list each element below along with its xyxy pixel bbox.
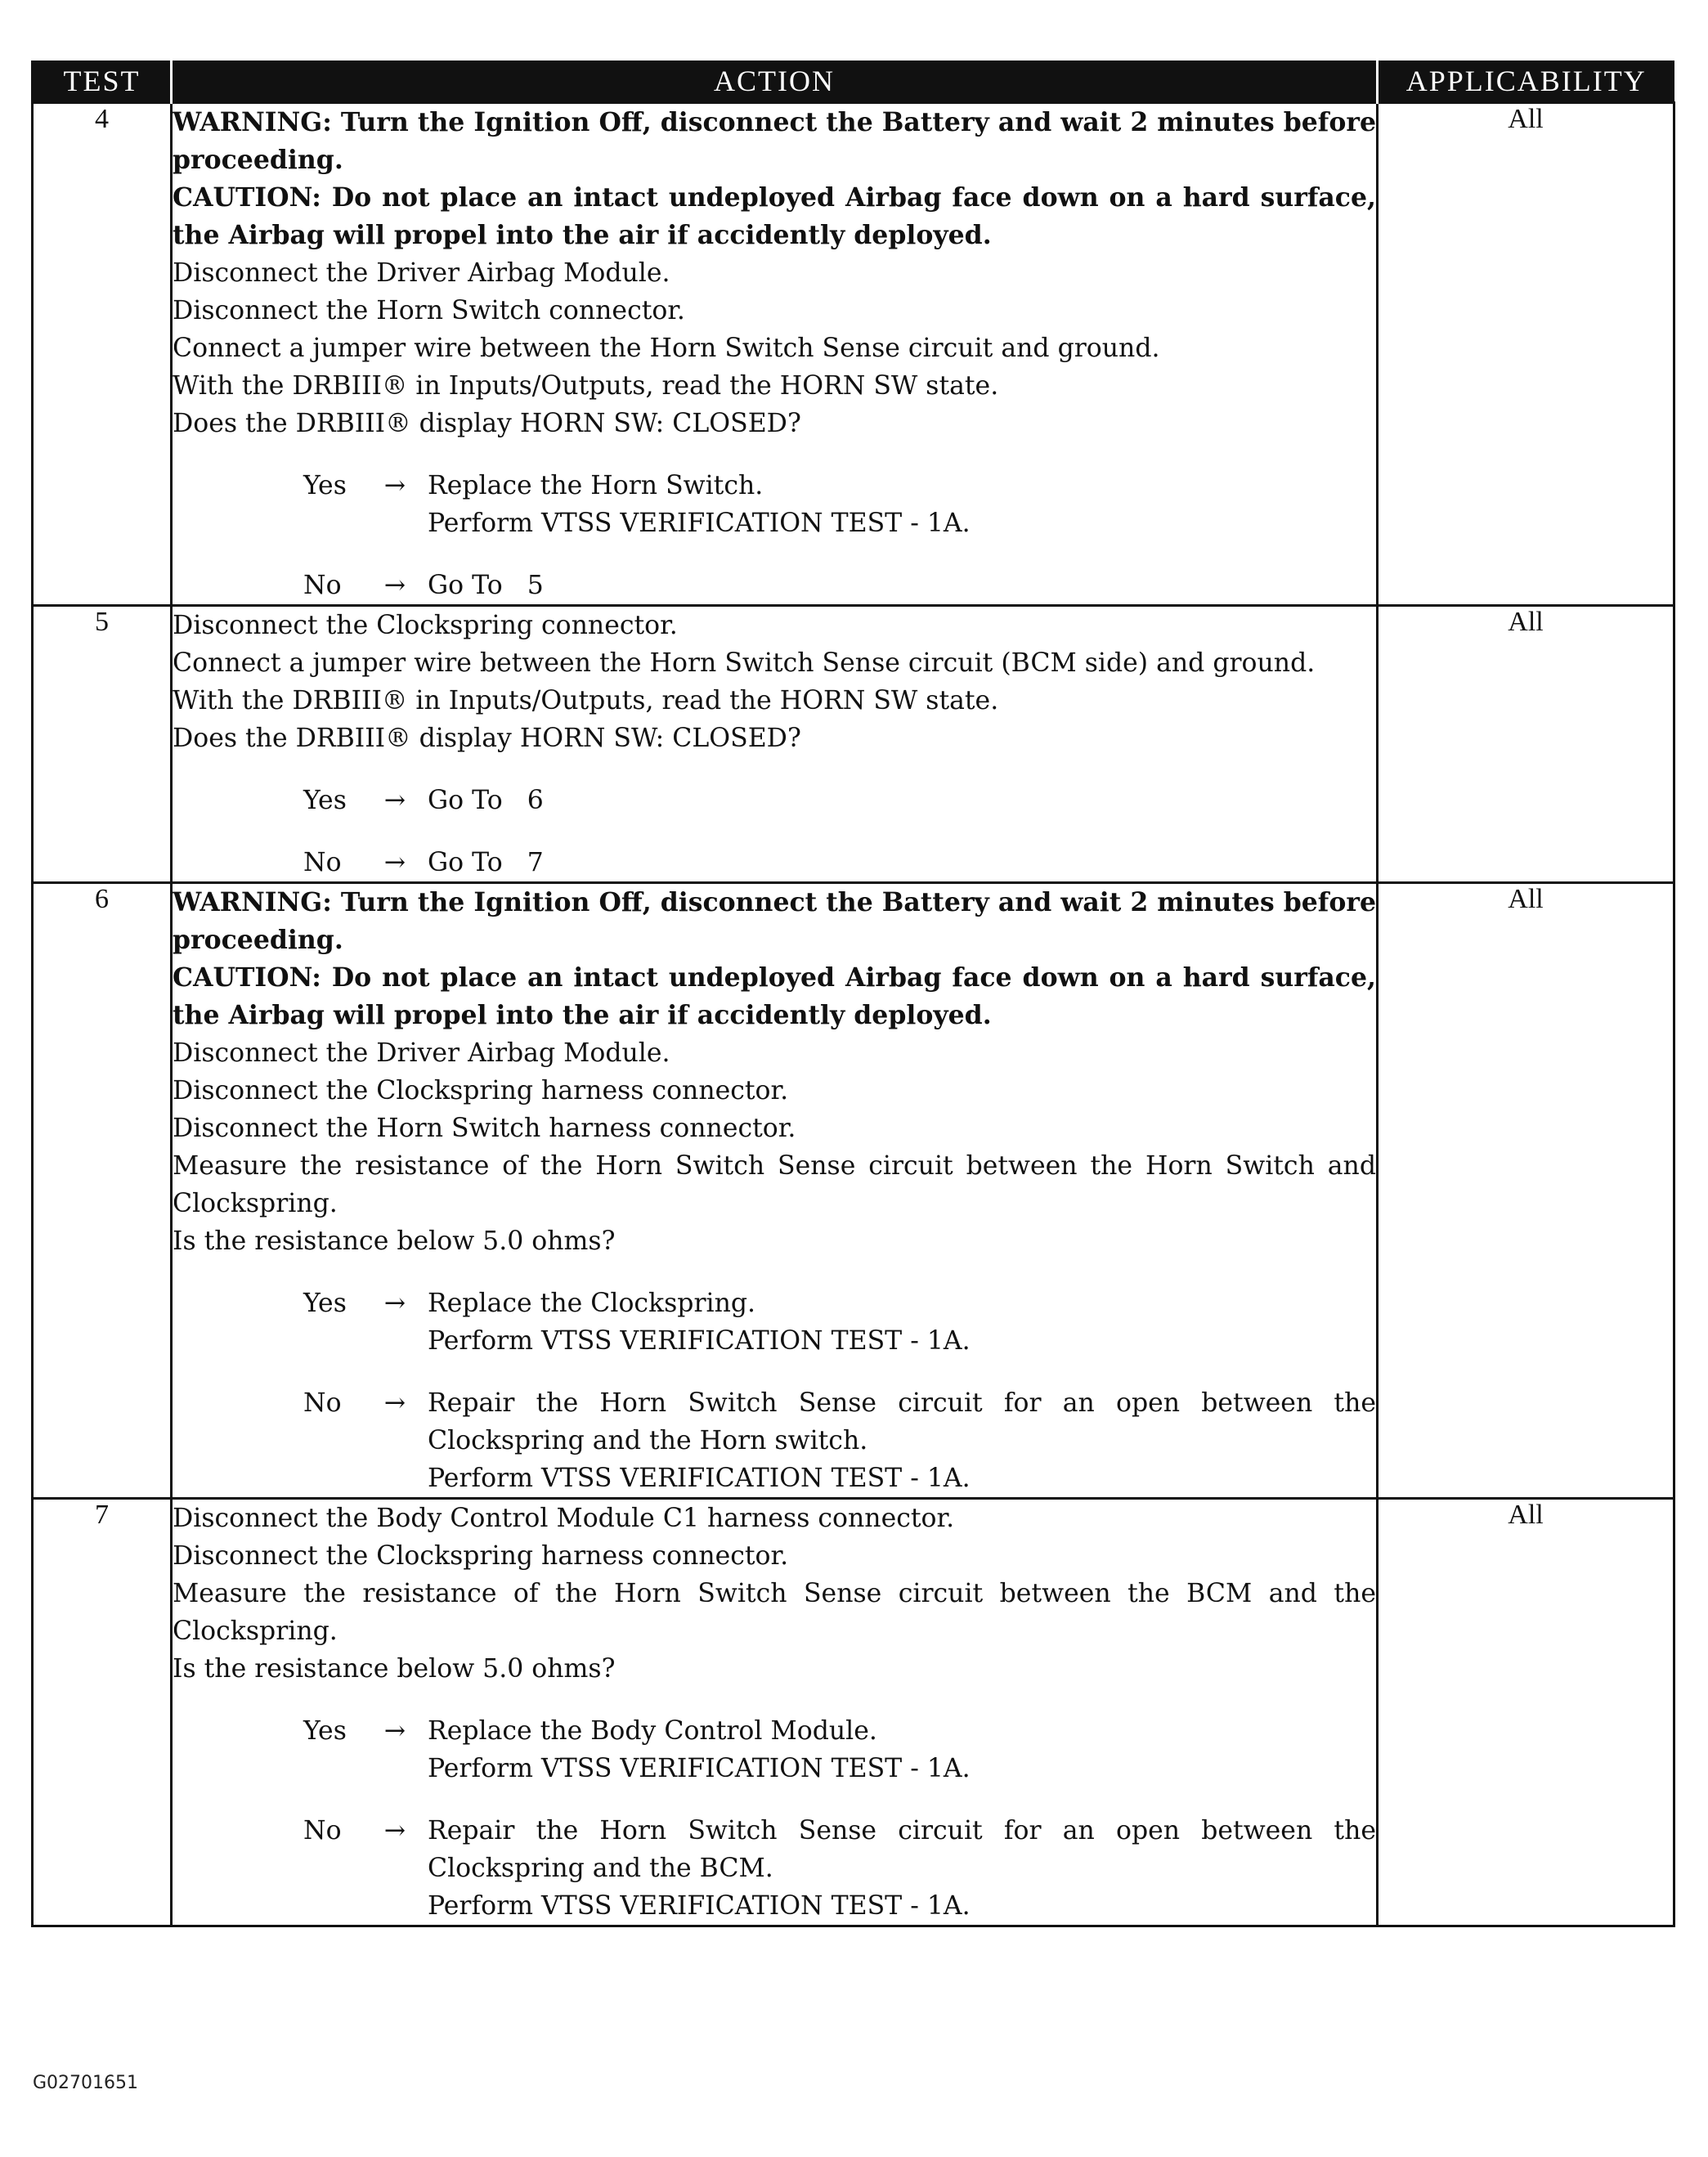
applicability-value: All — [1378, 606, 1674, 883]
outcome-result — [428, 1712, 1376, 1787]
table-body — [33, 103, 1674, 1926]
table-row — [33, 103, 1674, 606]
instruction-line: Does the DRBIII® display HORN SW: CLOSED? — [173, 724, 801, 753]
header-test: TEST — [33, 61, 172, 103]
instruction-line: Is the resistance below 5.0 ohms? — [173, 1654, 616, 1684]
instruction-line: Is the resistance below 5.0 ohms? — [173, 1226, 616, 1256]
outcome-result — [428, 782, 1376, 819]
arrow-right-icon: → — [383, 471, 406, 500]
applicability-value: All — [1378, 103, 1674, 606]
header-applicability: APPLICABILITY — [1378, 61, 1674, 103]
instruction-line: With the DRBIII® in Inputs/Outputs, read the HORN SW state. — [173, 371, 999, 401]
outcome-result — [428, 1285, 1376, 1360]
test-number: 5 — [33, 606, 172, 883]
instruction-line: Disconnect the Horn Switch harness connector. — [173, 1114, 796, 1143]
result-line: Go To 5 — [428, 571, 544, 600]
arrow-right-icon: → — [383, 1816, 406, 1845]
action-cell — [172, 606, 1378, 883]
result-line: Go To 6 — [428, 786, 544, 815]
figure-code: G02701651 — [33, 2073, 139, 2093]
outcome-result — [428, 1384, 1385, 1497]
test-number: 4 — [33, 103, 172, 606]
test-number: 7 — [33, 1499, 172, 1926]
instruction-line: Disconnect the Driver Airbag Module. — [173, 258, 670, 288]
result-line: Replace the Horn Switch. — [428, 471, 764, 500]
outcome-yes — [173, 467, 1376, 542]
outcome-result — [428, 1812, 1385, 1925]
warning-text: CAUTION: Do not place an intact undeployed Airbag face down on a hard surface, the Airbag will propel into the air if accidently deployed. — [173, 182, 1376, 250]
result-line: Replace the Body Control Module. — [428, 1716, 877, 1746]
instruction-line: Does the DRBIII® display HORN SW: CLOSED? — [173, 409, 801, 438]
outcome-no — [173, 567, 1376, 604]
outcome-no — [173, 1384, 1385, 1497]
outcome-label: Yes — [303, 1716, 347, 1746]
instruction-line: Disconnect the Driver Airbag Module. — [173, 1038, 670, 1068]
outcome-no — [173, 1812, 1385, 1925]
outcome-label: Yes — [303, 1289, 347, 1318]
table-header-row — [33, 61, 1674, 103]
result-line: Perform VTSS VERIFICATION TEST - 1A. — [428, 1464, 971, 1493]
instruction-line: Measure the resistance of the Horn Switch Sense circuit between the Horn Switch and Clockspring. — [173, 1151, 1376, 1218]
outcome-no — [173, 844, 1376, 881]
result-line: Perform VTSS VERIFICATION TEST - 1A. — [428, 1754, 971, 1783]
warning-text: CAUTION: Do not place an intact undeployed Airbag face down on a hard surface, the Airbag will propel into the air if accidently deployed. — [173, 962, 1376, 1030]
action-cell — [172, 1499, 1385, 1926]
result-line: Go To 7 — [428, 848, 544, 877]
result-line: Replace the Clockspring. — [428, 1289, 756, 1318]
outcome-yes — [173, 1712, 1376, 1787]
warning-text: WARNING: Turn the Ignition Off, disconnect the Battery and wait 2 minutes before proceeding. — [173, 107, 1376, 175]
result-line: Perform VTSS VERIFICATION TEST - 1A. — [428, 1891, 971, 1921]
result-line: Perform VTSS VERIFICATION TEST - 1A. — [428, 509, 971, 538]
test-number: 6 — [33, 883, 172, 1499]
arrow-right-icon: → — [383, 571, 406, 600]
diagnostic-page — [31, 61, 1673, 1927]
action-cell — [172, 103, 1378, 606]
instruction-line: Measure the resistance of the Horn Switch Sense circuit between the BCM and the Clockspring. — [173, 1579, 1376, 1646]
warning-text: WARNING: Turn the Ignition Off, disconnect the Battery and wait 2 minutes before proceeding. — [173, 887, 1376, 955]
arrow-right-icon: → — [383, 786, 406, 815]
action-cell — [172, 883, 1385, 1499]
result-line: Repair the Horn Switch Sense circuit for an open between the Clockspring and the BCM. — [428, 1816, 1385, 1883]
outcome-yes — [173, 1285, 1376, 1360]
outcome-label: No — [303, 1388, 342, 1418]
instruction-line: Disconnect the Body Control Module C1 harness connector. — [173, 1504, 955, 1533]
table-row — [33, 1499, 1674, 1926]
instruction-line: Disconnect the Clockspring connector. — [173, 611, 678, 640]
applicability-value: All — [1378, 883, 1674, 1499]
applicability-value: All — [1378, 1499, 1674, 1926]
instruction-line: Connect a jumper wire between the Horn Switch Sense circuit (BCM side) and ground. — [173, 648, 1316, 678]
arrow-right-icon: → — [383, 1716, 406, 1746]
outcome-result — [428, 844, 1376, 881]
arrow-right-icon: → — [383, 848, 406, 877]
outcome-result — [428, 567, 1376, 604]
result-line: Perform VTSS VERIFICATION TEST - 1A. — [428, 1326, 971, 1356]
outcome-yes — [173, 782, 1376, 819]
outcome-label: No — [303, 571, 342, 600]
instruction-line: With the DRBIII® in Inputs/Outputs, read the HORN SW state. — [173, 686, 999, 715]
header-action: ACTION — [172, 61, 1378, 103]
instruction-line: Disconnect the Horn Switch connector. — [173, 296, 685, 325]
instruction-line: Connect a jumper wire between the Horn Switch Sense circuit and ground. — [173, 334, 1160, 363]
instruction-line: Disconnect the Clockspring harness connector. — [173, 1076, 789, 1105]
instruction-line: Disconnect the Clockspring harness connector. — [173, 1541, 789, 1571]
result-line: Repair the Horn Switch Sense circuit for an open between the Clockspring and the Horn switch. — [428, 1388, 1385, 1455]
arrow-right-icon: → — [383, 1388, 406, 1418]
outcome-label: No — [303, 1816, 342, 1845]
outcome-label: Yes — [303, 471, 347, 500]
outcome-result — [428, 467, 1376, 542]
diagnostic-test-table — [31, 61, 1675, 1927]
arrow-right-icon: → — [383, 1289, 406, 1318]
outcome-label: Yes — [303, 786, 347, 815]
table-row — [33, 883, 1674, 1499]
table-row — [33, 606, 1674, 883]
outcome-label: No — [303, 848, 342, 877]
